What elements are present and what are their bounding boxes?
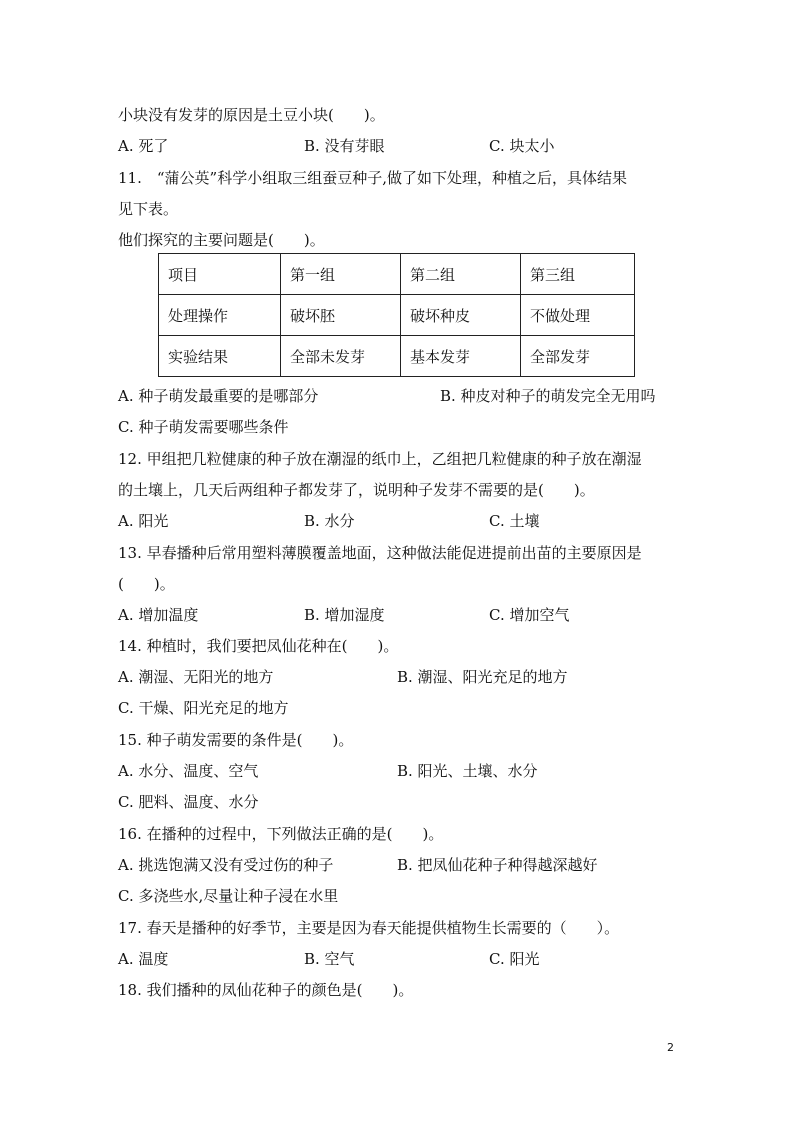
table-cell: 不做处理 xyxy=(521,295,635,336)
q17-option-b[interactable]: B. 空气 xyxy=(304,950,355,968)
q14-option-a[interactable]: A. 潮湿、无阳光的地方 xyxy=(118,668,274,686)
table-cell: 第二组 xyxy=(401,254,521,295)
q16-option-a[interactable]: A. 挑选饱满又没有受过伤的种子 xyxy=(118,856,334,874)
q16-stem: 16. 在播种的过程中，下列做法正确的是( )。 xyxy=(118,825,444,843)
q13-option-a[interactable]: A. 增加温度 xyxy=(118,606,199,624)
q12-option-a[interactable]: A. 阳光 xyxy=(118,512,169,530)
q12-option-b[interactable]: B. 水分 xyxy=(304,512,355,530)
table-cell: 全部未发芽 xyxy=(281,336,401,377)
q13-option-b[interactable]: B. 增加湿度 xyxy=(304,606,385,624)
table-header-row xyxy=(159,254,635,295)
q13-option-c[interactable]: C. 增加空气 xyxy=(489,606,570,624)
q15-option-a[interactable]: A. 水分、温度、空气 xyxy=(118,762,259,780)
q18-stem: 18. 我们播种的凤仙花种子的颜色是( )。 xyxy=(118,981,414,999)
table-cell: 第一组 xyxy=(281,254,401,295)
q13-stem-line1: 13. 早春播种后常用塑料薄膜覆盖地面，这种做法能促进提前出苗的主要原因是 xyxy=(118,544,642,562)
q12-stem-line2: 的土壤上，几天后两组种子都发芽了，说明种子发芽不需要的是( )。 xyxy=(118,481,595,499)
q16-option-b[interactable]: B. 把凤仙花种子种得越深越好 xyxy=(397,856,598,874)
table-cell: 实验结果 xyxy=(159,336,281,377)
q12-option-c[interactable]: C. 土壤 xyxy=(489,512,540,530)
table-cell: 全部发芽 xyxy=(521,336,635,377)
q10-stem: 小块没有发芽的原因是土豆小块( )。 xyxy=(118,106,385,124)
table-cell: 项目 xyxy=(159,254,281,295)
q11-option-c[interactable]: C. 种子萌发需要哪些条件 xyxy=(118,418,289,436)
q10-option-b[interactable]: B. 没有芽眼 xyxy=(304,137,385,155)
q11-stem-line1: 11. “蒲公英”科学小组取三组蚕豆种子,做了如下处理，种植之后，具体结果 xyxy=(118,169,627,187)
q14-option-b[interactable]: B. 潮湿、阳光充足的地方 xyxy=(397,668,568,686)
table-cell: 第三组 xyxy=(521,254,635,295)
q10-option-a[interactable]: A. 死了 xyxy=(118,137,169,155)
q11-option-b[interactable]: B. 种皮对种子的萌发完全无用吗 xyxy=(440,387,656,405)
q11-stem-line2: 见下表。 xyxy=(118,200,179,218)
table-row xyxy=(159,336,635,377)
q15-option-b[interactable]: B. 阳光、土壤、水分 xyxy=(397,762,538,780)
table-cell: 破坏种皮 xyxy=(401,295,521,336)
q11-question: 他们探究的主要问题是( )。 xyxy=(118,231,325,249)
q13-stem-line2: ( )。 xyxy=(118,575,175,593)
q14-option-c[interactable]: C. 干燥、阳光充足的地方 xyxy=(118,699,289,717)
q10-option-c[interactable]: C. 块太小 xyxy=(489,137,555,155)
table-row xyxy=(159,295,635,336)
page-number: 2 xyxy=(667,1041,674,1054)
table-cell: 处理操作 xyxy=(159,295,281,336)
q14-stem: 14. 种植时，我们要把凤仙花种在( )。 xyxy=(118,637,399,655)
q15-stem: 15. 种子萌发需要的条件是( )。 xyxy=(118,731,354,749)
q17-stem: 17. 春天是播种的好季节，主要是因为春天能提供植物生长需要的（ ）。 xyxy=(118,919,620,937)
q16-option-c[interactable]: C. 多浇些水,尽量让种子浸在水里 xyxy=(118,887,339,905)
q17-option-c[interactable]: C. 阳光 xyxy=(489,950,540,968)
q11-option-a[interactable]: A. 种子萌发最重要的是哪部分 xyxy=(118,387,319,405)
q11-table xyxy=(158,253,635,377)
table-cell: 破坏胚 xyxy=(281,295,401,336)
q12-stem-line1: 12. 甲组把几粒健康的种子放在潮湿的纸巾上，乙组把几粒健康的种子放在潮湿 xyxy=(118,450,642,468)
q17-option-a[interactable]: A. 温度 xyxy=(118,950,169,968)
q15-option-c[interactable]: C. 肥料、温度、水分 xyxy=(118,793,259,811)
table-cell: 基本发芽 xyxy=(401,336,521,377)
